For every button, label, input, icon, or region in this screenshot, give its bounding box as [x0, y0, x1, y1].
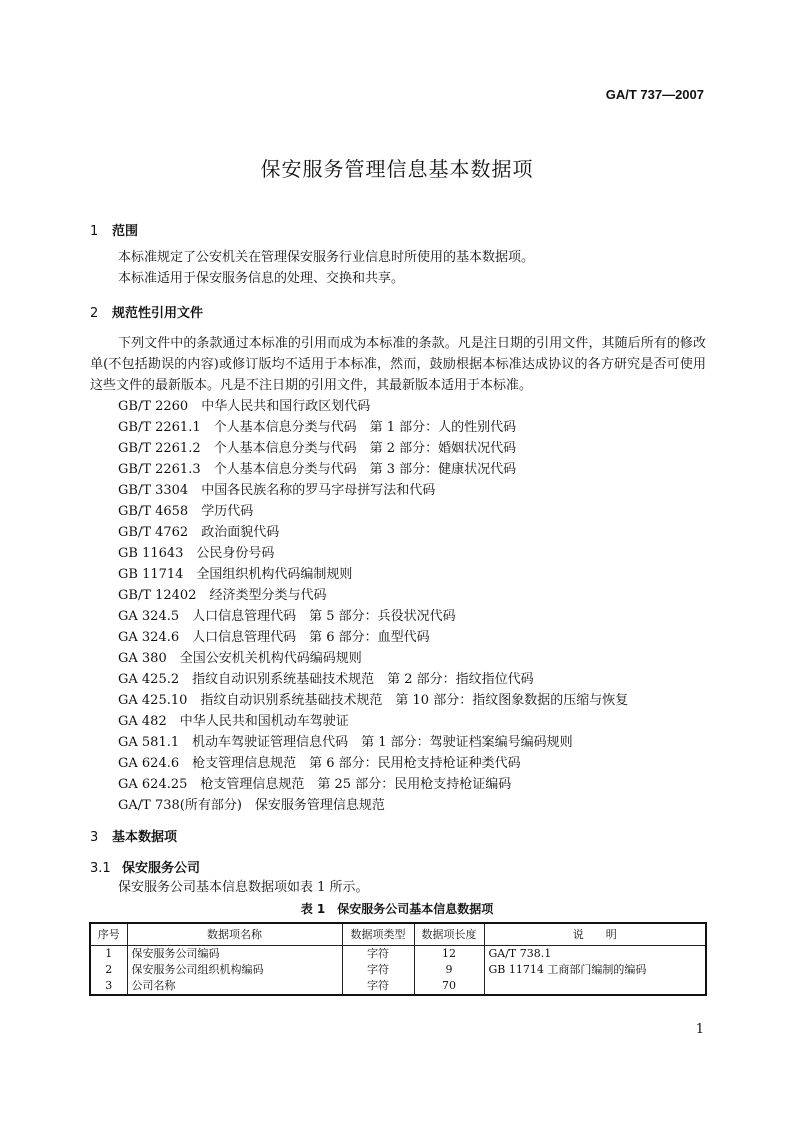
reference-item: GB/T 4658 学历代码	[118, 504, 254, 519]
reference-item: GB/T 3304 中国各民族名称的罗马字母拼写法和代码	[118, 483, 436, 498]
table-cell: 70	[414, 978, 484, 995]
column-header: 说 明	[484, 923, 706, 946]
column-header: 数据项类型	[342, 923, 414, 946]
table-row	[90, 962, 706, 978]
table-cell: 字符	[342, 962, 414, 978]
table-cell: 12	[414, 946, 484, 963]
table-header-row	[90, 923, 706, 946]
document-title: 保安服务管理信息基本数据项	[260, 157, 534, 181]
table-cell: GB 11714 工商部门编制的编码	[484, 962, 706, 978]
section-number: 3	[90, 830, 99, 845]
section-title: 规范性引用文件	[112, 306, 204, 321]
reference-item: GA 482 中华人民共和国机动车驾驶证	[118, 714, 349, 729]
reference-item: GA 425.10 指纹自动识别系统基础技术规范 第 10 部分：指纹图象数据的压缩与恢复	[118, 693, 629, 708]
section-title: 范围	[112, 224, 139, 239]
column-header: 数据项长度	[414, 923, 484, 946]
table-cell: 保安服务公司组织机构编码	[127, 962, 342, 978]
section-3-heading	[90, 826, 177, 845]
section-number: 1	[90, 224, 99, 239]
reference-item: GA 624.25 枪支管理信息规范 第 25 部分：民用枪支持枪证编码	[118, 777, 512, 792]
reference-item: GB/T 2261.2 个人基本信息分类与代码 第 2 部分：婚姻状况代码	[118, 441, 517, 456]
section-2-heading	[90, 302, 203, 321]
section-1-heading	[90, 220, 138, 239]
table-cell	[484, 978, 706, 995]
reference-item: GA 425.2 指纹自动识别系统基础技术规范 第 2 部分：指纹指位代码	[118, 672, 534, 687]
reference-item: GA 624.6 枪支管理信息规范 第 6 部分：民用枪支持枪证种类代码	[118, 756, 521, 771]
reference-item: GB/T 2260 中华人民共和国行政区划代码	[118, 399, 371, 414]
reference-item: GB 11714 全国组织机构代码编制规则	[118, 567, 353, 582]
table-caption: 表 1 保安服务公司基本信息数据项	[300, 902, 494, 916]
reference-item: GB/T 4762 政治面貌代码	[118, 525, 280, 540]
section-number: 3.1	[90, 861, 111, 876]
table-cell: 字符	[342, 946, 414, 963]
table-row	[90, 978, 706, 995]
page-number: 1	[695, 1022, 704, 1037]
reference-list	[118, 396, 628, 816]
reference-item: GA 581.1 机动车驾驶证管理信息代码 第 1 部分：驾驶证档案编号编码规则	[118, 735, 573, 750]
table-cell: 9	[414, 962, 484, 978]
column-header: 序号	[90, 923, 127, 946]
table-cell: 2	[90, 962, 127, 978]
table-cell: 3	[90, 978, 127, 995]
reference-item: GA/T 738(所有部分) 保安服务管理信息规范	[118, 798, 385, 813]
reference-item: GB/T 2261.3 个人基本信息分类与代码 第 3 部分：健康状况代码	[118, 462, 517, 477]
section-3-1-heading	[90, 857, 200, 876]
reference-item: GA 324.6 人口信息管理代码 第 6 部分：血型代码	[118, 630, 430, 645]
table-cell: 公司名称	[127, 978, 342, 995]
reference-item: GB 11643 公民身份号码	[118, 546, 275, 561]
section-3-1-paragraph: 保安服务公司基本信息数据项如表 1 所示。	[118, 880, 369, 895]
table-cell: 保安服务公司编码	[127, 946, 342, 963]
scope-paragraph-1: 本标准规定了公安机关在管理保安服务行业信息时所使用的基本数据项。	[118, 250, 535, 265]
scope-paragraph-2: 本标准适用于保安服务信息的处理、交换和共享。	[118, 271, 405, 286]
reference-item: GB/T 2261.1 个人基本信息分类与代码 第 1 部分：人的性别代码	[118, 420, 517, 435]
reference-item: GB/T 12402 经济类型分类与代码	[118, 588, 327, 603]
reference-item: GA 380 全国公安机关机构代码编码规则	[118, 651, 362, 666]
column-header: 数据项名称	[127, 923, 342, 946]
table-cell: 1	[90, 946, 127, 963]
table-row	[90, 946, 706, 963]
standard-code: GA/T 737—2007	[605, 87, 704, 102]
normative-references-paragraph: 下列文件中的条款通过本标准的引用而成为本标准的条款。凡是注日期的引用文件，其随后所有的修改单(不包括勘误的内容)或修订版均不适用于本标准，然而，鼓励根据本标准达成协议的各方研究是否可使用这些文件的最新版本。凡是不注日期的引用文件，其最新版本适用于本标准。	[90, 336, 706, 393]
table-cell: GA/T 738.1	[484, 946, 706, 963]
section-title: 保安服务公司	[122, 861, 201, 876]
section-title: 基本数据项	[112, 830, 178, 845]
section-number: 2	[90, 306, 99, 321]
reference-item: GA 324.5 人口信息管理代码 第 5 部分：兵役状况代码	[118, 609, 456, 624]
table-cell: 字符	[342, 978, 414, 995]
data-table	[89, 922, 707, 996]
